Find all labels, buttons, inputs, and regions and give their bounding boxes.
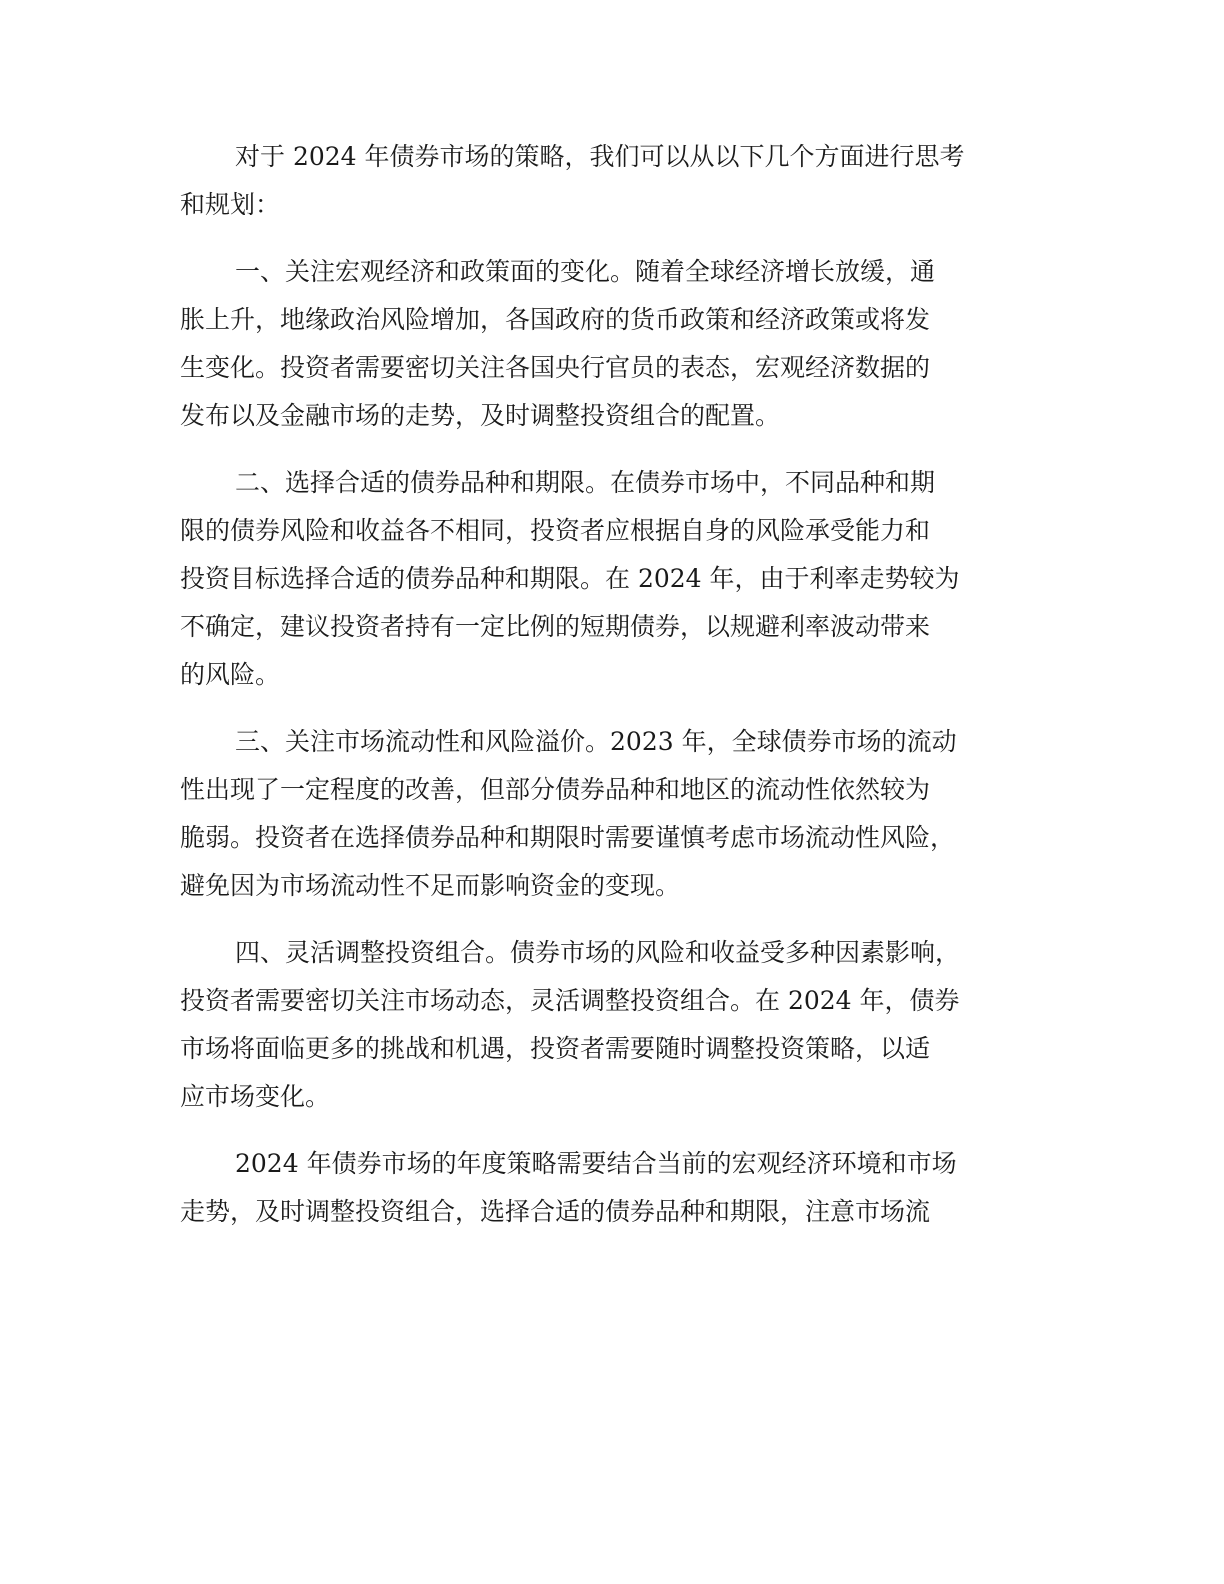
text-line: 脆弱。投资者在选择债券品种和期限时需要谨慎考虑市场流动性风险， xyxy=(180,823,956,852)
paragraph-intro xyxy=(180,133,1050,229)
text-line: 一、关注宏观经济和政策面的变化。随着全球经济增长放缓，通 xyxy=(235,257,936,286)
text-line: 的风险。 xyxy=(180,660,281,689)
text-line: 二、选择合适的债券品种和期限。在债券市场中，不同品种和期 xyxy=(235,468,936,497)
text-line: 发布以及金融市场的走势，及时调整投资组合的配置。 xyxy=(180,401,781,430)
text-line: 走势，及时调整投资组合，选择合适的债券品种和期限，注意市场流 xyxy=(180,1197,931,1226)
text-line: 应市场变化。 xyxy=(180,1082,331,1111)
text-line: 三、关注市场流动性和风险溢价。2023 年，全球债券市场的流动 xyxy=(235,727,957,756)
text-line: 性出现了一定程度的改善，但部分债券品种和地区的流动性依然较为 xyxy=(180,775,931,804)
paragraph-point-1 xyxy=(180,248,1050,440)
text-line: 和规划： xyxy=(180,190,281,219)
text-line: 生变化。投资者需要密切关注各国央行官员的表态，宏观经济数据的 xyxy=(180,353,931,382)
text-line: 对于 2024 年债券市场的策略，我们可以从以下几个方面进行思考 xyxy=(235,142,965,171)
text-line: 投资目标选择合适的债券品种和期限。在 2024 年，由于利率走势较为 xyxy=(180,564,960,593)
paragraph-conclusion xyxy=(180,1140,1050,1236)
paragraph-point-2 xyxy=(180,459,1050,699)
text-line: 限的债券风险和收益各不相同，投资者应根据自身的风险承受能力和 xyxy=(180,516,931,545)
text-line: 四、灵活调整投资组合。债券市场的风险和收益受多种因素影响， xyxy=(235,938,961,967)
text-line: 投资者需要密切关注市场动态，灵活调整投资组合。在 2024 年，债券 xyxy=(180,986,960,1015)
text-line: 不确定，建议投资者持有一定比例的短期债券，以规避利率波动带来 xyxy=(180,612,931,641)
paragraph-point-3 xyxy=(180,718,1050,910)
paragraph-point-4 xyxy=(180,929,1050,1121)
text-line: 胀上升，地缘政治风险增加，各国政府的货币政策和经济政策或将发 xyxy=(180,305,931,334)
text-line: 2024 年债券市场的年度策略需要结合当前的宏观经济环境和市场 xyxy=(235,1149,957,1178)
text-line: 市场将面临更多的挑战和机遇，投资者需要随时调整投资策略，以适 xyxy=(180,1034,931,1063)
document-body xyxy=(180,133,1050,1255)
text-line: 避免因为市场流动性不足而影响资金的变现。 xyxy=(180,871,681,900)
